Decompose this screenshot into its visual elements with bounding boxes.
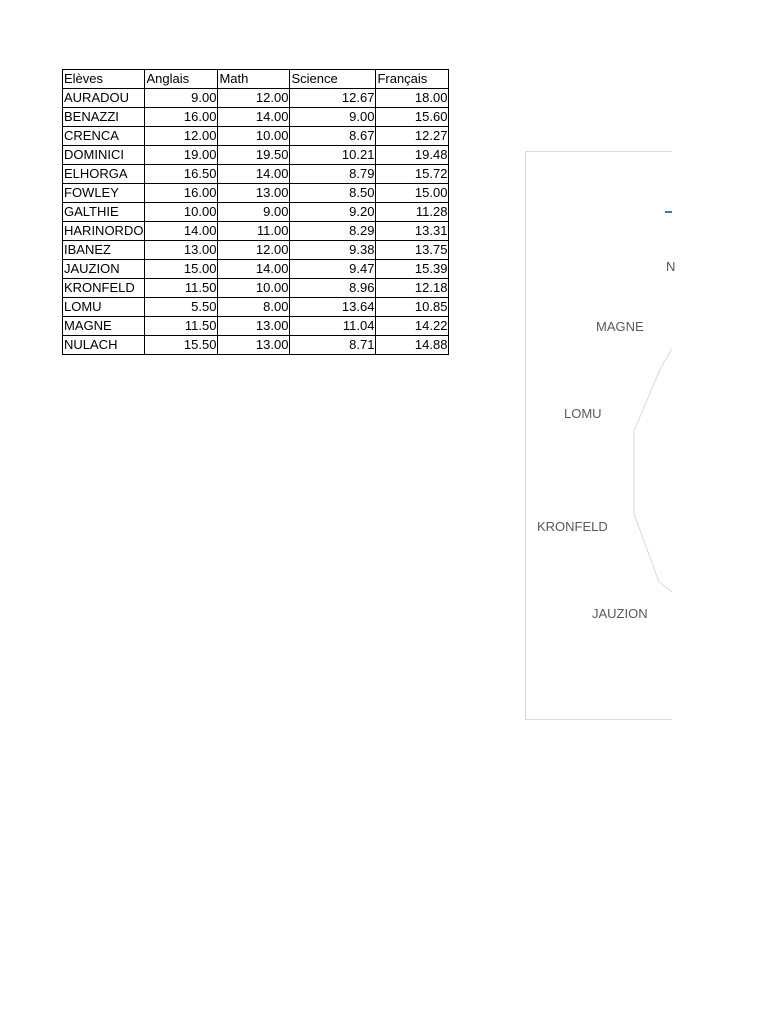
- radar-axis-label: KRONFELD: [537, 519, 608, 534]
- grade-cell[interactable]: 8.71: [290, 336, 376, 355]
- student-name-cell[interactable]: CRENCA: [63, 127, 145, 146]
- grade-cell[interactable]: 13.00: [145, 241, 218, 260]
- grade-cell[interactable]: 11.50: [145, 279, 218, 298]
- student-name-cell[interactable]: NULACH: [63, 336, 145, 355]
- grade-cell[interactable]: 9.00: [218, 203, 290, 222]
- table-row: [63, 336, 449, 355]
- grade-cell[interactable]: 14.22: [376, 317, 449, 336]
- radar-axis-label: MAGNE: [596, 319, 644, 334]
- grade-cell[interactable]: 14.00: [218, 165, 290, 184]
- grade-cell[interactable]: 12.00: [218, 89, 290, 108]
- header-row: [63, 70, 449, 89]
- grade-cell[interactable]: 15.50: [145, 336, 218, 355]
- grade-cell[interactable]: 13.75: [376, 241, 449, 260]
- student-name-cell[interactable]: KRONFELD: [63, 279, 145, 298]
- radar-gridline: [634, 349, 672, 592]
- grade-cell[interactable]: 9.47: [290, 260, 376, 279]
- student-name-cell[interactable]: IBANEZ: [63, 241, 145, 260]
- radar-chart[interactable]: [525, 151, 676, 720]
- table-row: [63, 279, 449, 298]
- header-cell[interactable]: Math: [218, 70, 290, 89]
- grade-cell[interactable]: 15.39: [376, 260, 449, 279]
- grade-cell[interactable]: 13.64: [290, 298, 376, 317]
- student-name-cell[interactable]: MAGNE: [63, 317, 145, 336]
- grade-cell[interactable]: 15.72: [376, 165, 449, 184]
- grade-cell[interactable]: 14.00: [218, 108, 290, 127]
- grade-cell[interactable]: 10.00: [218, 127, 290, 146]
- grade-cell[interactable]: 19.00: [145, 146, 218, 165]
- table-row: [63, 108, 449, 127]
- table-row: [63, 184, 449, 203]
- header-cell[interactable]: Français: [376, 70, 449, 89]
- grade-cell[interactable]: 11.50: [145, 317, 218, 336]
- header-cell[interactable]: Elèves: [63, 70, 145, 89]
- radar-axis-label: LOMU: [564, 406, 602, 421]
- grade-cell[interactable]: 12.27: [376, 127, 449, 146]
- grade-cell[interactable]: 14.00: [145, 222, 218, 241]
- table-row: [63, 127, 449, 146]
- radar-axis-label: JAUZION: [592, 606, 648, 621]
- table-row: [63, 89, 449, 108]
- grade-cell[interactable]: 15.00: [376, 184, 449, 203]
- table-row: [63, 241, 449, 260]
- student-name-cell[interactable]: GALTHIE: [63, 203, 145, 222]
- grade-cell[interactable]: 18.00: [376, 89, 449, 108]
- grade-cell[interactable]: 11.00: [218, 222, 290, 241]
- grade-cell[interactable]: 9.20: [290, 203, 376, 222]
- grade-cell[interactable]: 8.00: [218, 298, 290, 317]
- student-name-cell[interactable]: DOMINICI: [63, 146, 145, 165]
- radar-chart-svg: [526, 152, 676, 719]
- grade-cell[interactable]: 15.60: [376, 108, 449, 127]
- table-row: [63, 165, 449, 184]
- grade-cell[interactable]: 16.00: [145, 184, 218, 203]
- grade-cell[interactable]: 13.00: [218, 317, 290, 336]
- student-name-cell[interactable]: BENAZZI: [63, 108, 145, 127]
- grade-cell[interactable]: 8.79: [290, 165, 376, 184]
- student-name-cell[interactable]: LOMU: [63, 298, 145, 317]
- grade-cell[interactable]: 9.00: [290, 108, 376, 127]
- grade-cell[interactable]: 11.04: [290, 317, 376, 336]
- student-name-cell[interactable]: FOWLEY: [63, 184, 145, 203]
- grade-cell[interactable]: 12.67: [290, 89, 376, 108]
- table-body: [63, 89, 449, 355]
- grades-table: [62, 69, 449, 355]
- grade-cell[interactable]: 8.29: [290, 222, 376, 241]
- table-row: [63, 298, 449, 317]
- grade-cell[interactable]: 10.00: [218, 279, 290, 298]
- student-name-cell[interactable]: JAUZION: [63, 260, 145, 279]
- table-row: [63, 203, 449, 222]
- grade-cell[interactable]: 13.00: [218, 336, 290, 355]
- radar-axis-label: N: [666, 259, 676, 274]
- grade-cell[interactable]: 8.96: [290, 279, 376, 298]
- student-name-cell[interactable]: ELHORGA: [63, 165, 145, 184]
- grade-cell[interactable]: 11.28: [376, 203, 449, 222]
- grade-cell[interactable]: 12.00: [145, 127, 218, 146]
- header-cell[interactable]: Science: [290, 70, 376, 89]
- table-row: [63, 317, 449, 336]
- grade-cell[interactable]: 12.18: [376, 279, 449, 298]
- grade-cell[interactable]: 8.67: [290, 127, 376, 146]
- grade-cell[interactable]: 13.00: [218, 184, 290, 203]
- grade-cell[interactable]: 10.21: [290, 146, 376, 165]
- grade-cell[interactable]: 19.50: [218, 146, 290, 165]
- grade-cell[interactable]: 8.50: [290, 184, 376, 203]
- table-row: [63, 260, 449, 279]
- grade-cell[interactable]: 9.00: [145, 89, 218, 108]
- grade-cell[interactable]: 5.50: [145, 298, 218, 317]
- student-name-cell[interactable]: HARINORDO: [63, 222, 145, 241]
- student-name-cell[interactable]: AURADOU: [63, 89, 145, 108]
- grade-cell[interactable]: 16.00: [145, 108, 218, 127]
- table-row: [63, 222, 449, 241]
- header-cell[interactable]: Anglais: [145, 70, 218, 89]
- grade-cell[interactable]: 9.38: [290, 241, 376, 260]
- grade-cell[interactable]: 14.00: [218, 260, 290, 279]
- grade-cell[interactable]: 19.48: [376, 146, 449, 165]
- grade-cell[interactable]: 10.85: [376, 298, 449, 317]
- grade-cell[interactable]: 15.00: [145, 260, 218, 279]
- grade-cell[interactable]: 12.00: [218, 241, 290, 260]
- grade-cell[interactable]: 13.31: [376, 222, 449, 241]
- grade-cell[interactable]: 10.00: [145, 203, 218, 222]
- grade-cell[interactable]: 14.88: [376, 336, 449, 355]
- table-row: [63, 146, 449, 165]
- grade-cell[interactable]: 16.50: [145, 165, 218, 184]
